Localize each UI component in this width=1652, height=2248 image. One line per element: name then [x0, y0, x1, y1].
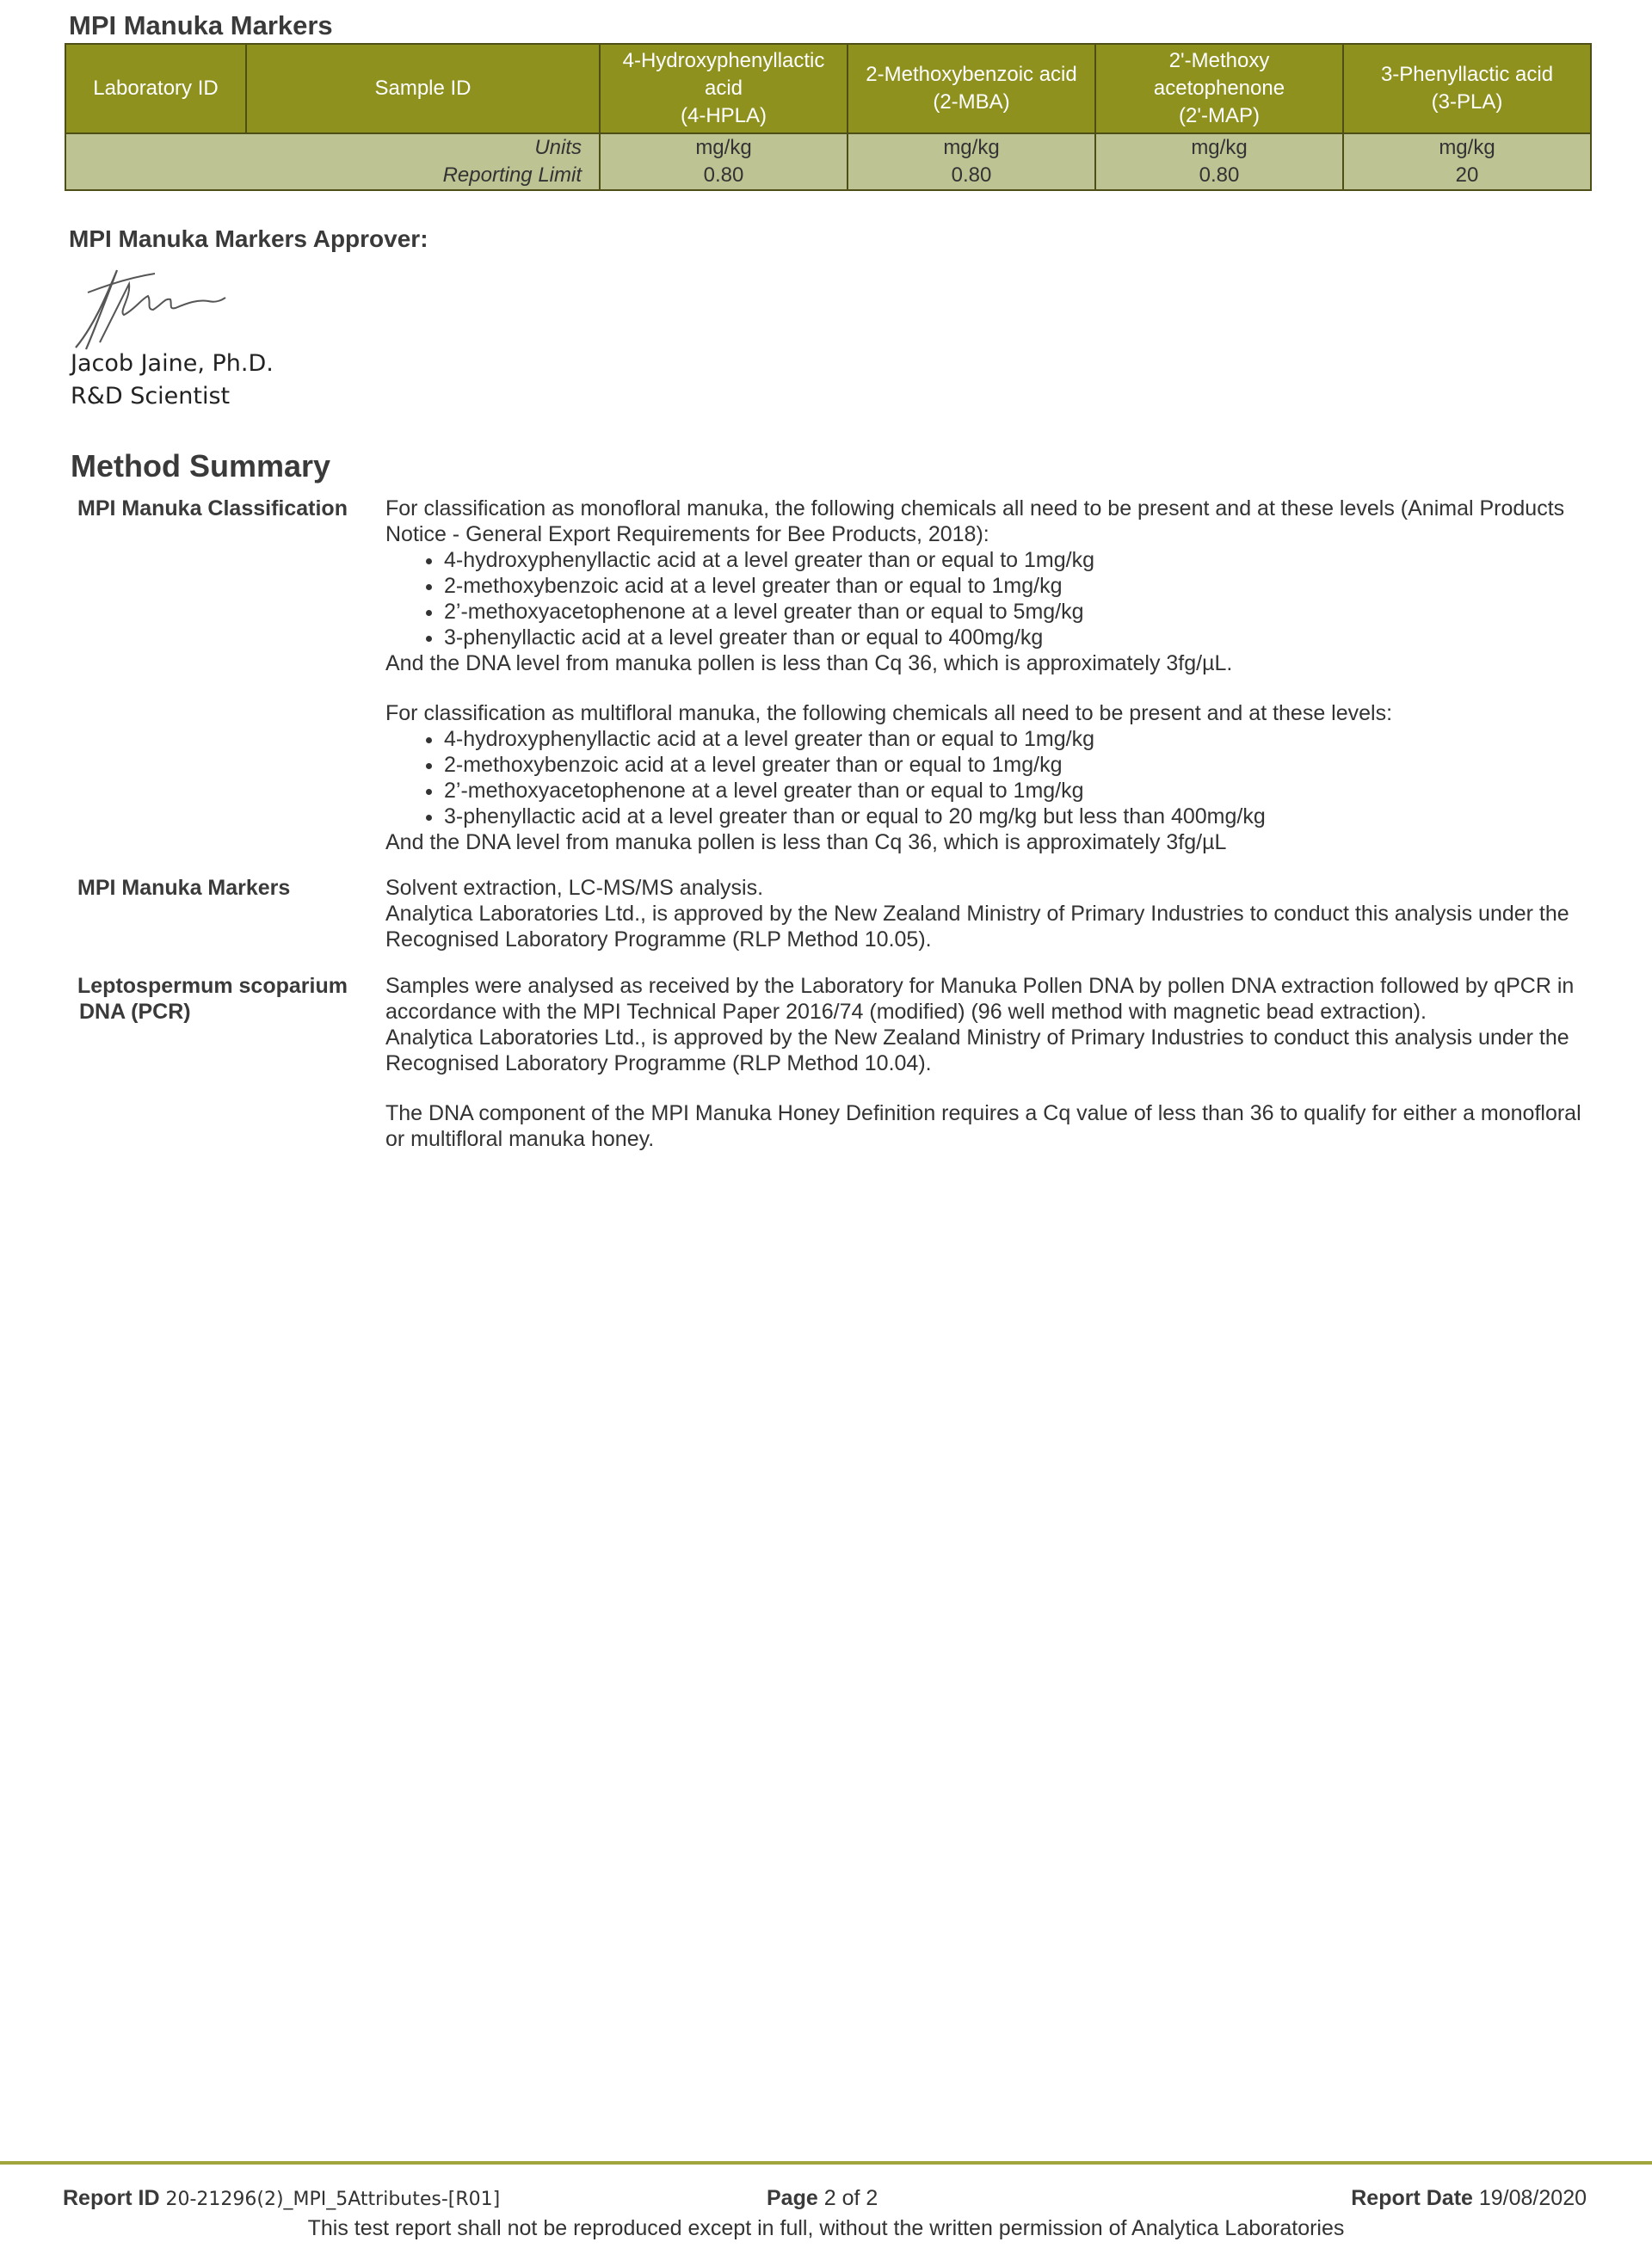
- dna-para1: Samples were analysed as received by the Laboratory for Manuka Pollen DNA by pollen DNA extraction followed by qPCR in accordance with the MPI Technical Paper 2016/74 (modified) (96 well method with magnetic bead extraction).: [385, 974, 1575, 1024]
- units-cell-map: [1095, 133, 1343, 190]
- dna-para2: Analytica Laboratories Ltd., is approved by the New Zealand Ministry of Primary Industries to conduct this analysis under the Recognised Laboratory Programme (RLP Method 10.04).: [385, 1025, 1569, 1075]
- report-date-value: 19/08/2020: [1478, 2186, 1587, 2210]
- footer-reproduction-note: This test report shall not be reproduced except in full, without the written permission of Analytica Laboratories: [307, 2216, 1345, 2240]
- header-map-line: (2'-MAP): [1179, 104, 1260, 127]
- markers-method-label: MPI Manuka Markers: [77, 876, 291, 900]
- approver-name-block: [71, 348, 274, 413]
- header-hpla-line: acid: [704, 77, 743, 100]
- list-item: • 2-methoxybenzoic acid at a level greater than or equal to 1mg/kg: [444, 573, 1590, 599]
- unit-value: mg/kg: [943, 136, 1000, 159]
- header-pla-line: (3-PLA): [1431, 90, 1503, 114]
- report-date-label: Report Date: [1351, 2186, 1473, 2210]
- markers-table: [65, 43, 1592, 191]
- approver-title: MPI Manuka Markers Approver:: [69, 225, 428, 252]
- approver-role: R&D Scientist: [71, 383, 231, 410]
- units-cell-pla: [1343, 133, 1591, 190]
- markers-header-row: [65, 44, 1591, 133]
- header-pla: [1343, 44, 1591, 133]
- list-item: • 4-hydroxyphenyllactic acid at a level greater than or equal to 1mg/kg: [444, 726, 1590, 752]
- page-label: Page: [767, 2186, 818, 2210]
- unit-value: mg/kg: [1439, 136, 1495, 159]
- header-hpla: [600, 44, 848, 133]
- header-mba-line: (2-MBA): [933, 90, 1010, 114]
- multifloral-dna: And the DNA level from manuka pollen is less than Cq 36, which is approximately 3fg/µL: [385, 830, 1227, 854]
- report-id-label: Report ID: [63, 2186, 160, 2210]
- list-item: • 2-methoxybenzoic acid at a level greater than or equal to 1mg/kg: [444, 752, 1590, 778]
- monofloral-dna: And the DNA level from manuka pollen is less than Cq 36, which is approximately 3fg/µL.: [385, 651, 1233, 675]
- markers-method-line1: Solvent extraction, LC-MS/MS analysis.: [385, 876, 764, 900]
- reporting-limit-value: 20: [1455, 163, 1479, 187]
- classification-label: MPI Manuka Classification: [77, 496, 348, 520]
- dna-label-line2: DNA (PCR): [79, 1000, 191, 1024]
- list-item: • 3-phenyllactic acid at a level greater than or equal to 400mg/kg: [444, 625, 1590, 650]
- markers-method-text: [385, 875, 1590, 952]
- units-label-cell: [65, 133, 600, 190]
- list-item: • 2’-methoxyacetophenone at a level greater than or equal to 5mg/kg: [444, 599, 1590, 625]
- header-map-line: acetophenone: [1153, 77, 1285, 100]
- header-pla-line: 3-Phenyllactic acid: [1380, 63, 1554, 86]
- reporting-limit-label: Reporting Limit: [442, 163, 582, 187]
- list-item: • 4-hydroxyphenyllactic acid at a level greater than or equal to 1mg/kg: [444, 547, 1590, 573]
- footer-page-number: [767, 2186, 878, 2211]
- method-summary-heading: Method Summary: [71, 448, 331, 483]
- header-hpla-line: 4-Hydroxyphenyllactic: [622, 49, 825, 72]
- units-cell-hpla: [600, 133, 848, 190]
- markers-section-title: MPI Manuka Markers: [69, 10, 333, 40]
- unit-value: mg/kg: [695, 136, 752, 159]
- page-current: 2: [823, 2186, 836, 2210]
- dna-method-text: [385, 973, 1590, 1152]
- units-cell-mba: [848, 133, 1095, 190]
- report-id-value: 20-21296(2)_MPI_5Attributes-[R01]: [165, 2189, 501, 2210]
- list-item: • 2’-methoxyacetophenone at a level greater than or equal to 1mg/kg: [444, 778, 1590, 804]
- footer-report-date: [1351, 2186, 1587, 2211]
- monofloral-intro: For classification as monofloral manuka, the following chemicals all need to be present and at these levels (Animal Products Notice - General Export Requirements for Bee Products, 2018):: [385, 496, 1565, 546]
- header-map-line: 2'-Methoxy: [1168, 49, 1270, 72]
- markers-method-line2: Analytica Laboratories Ltd., is approved by the New Zealand Ministry of Primary Industries to conduct this analysis under the Recognised Laboratory Programme (RLP Method 10.05).: [385, 902, 1569, 952]
- monofloral-list: [385, 547, 1590, 650]
- multifloral-list: [385, 726, 1590, 829]
- footer-report-id: [63, 2186, 500, 2211]
- multifloral-intro: For classification as multifloral manuka, the following chemicals all need to be present and at these levels:: [385, 701, 1393, 725]
- classification-text: [385, 496, 1590, 855]
- dna-para3: The DNA component of the MPI Manuka Honey Definition requires a Cq value of less than 36 to qualify for either a monofloral or multifloral manuka honey.: [385, 1101, 1581, 1151]
- reporting-limit-value: 0.80: [951, 163, 992, 187]
- header-laboratory-id: Laboratory ID: [65, 44, 246, 133]
- units-row: [65, 133, 1591, 190]
- dna-label-line1: Leptospermum scoparium: [77, 974, 348, 998]
- dna-method-label: [77, 973, 370, 1025]
- page-total: 2: [866, 2186, 878, 2210]
- footer-divider: [0, 2161, 1652, 2165]
- header-mba-line: 2-Methoxybenzoic acid: [866, 63, 1077, 86]
- approver-signature: [69, 258, 228, 354]
- reporting-limit-value: 0.80: [1199, 163, 1240, 187]
- header-map: [1095, 44, 1343, 133]
- header-hpla-line: (4-HPLA): [680, 104, 767, 127]
- list-item: • 3-phenyllactic acid at a level greater than or equal to 20 mg/kg but less than 400mg/kg: [444, 804, 1590, 829]
- approver-name: Jacob Jaine, Ph.D.: [71, 350, 274, 377]
- header-mba: [848, 44, 1095, 133]
- units-label: Units: [534, 136, 582, 159]
- header-sample-id: Sample ID: [246, 44, 600, 133]
- reporting-limit-value: 0.80: [703, 163, 744, 187]
- unit-value: mg/kg: [1191, 136, 1248, 159]
- page-of: of: [841, 2186, 860, 2210]
